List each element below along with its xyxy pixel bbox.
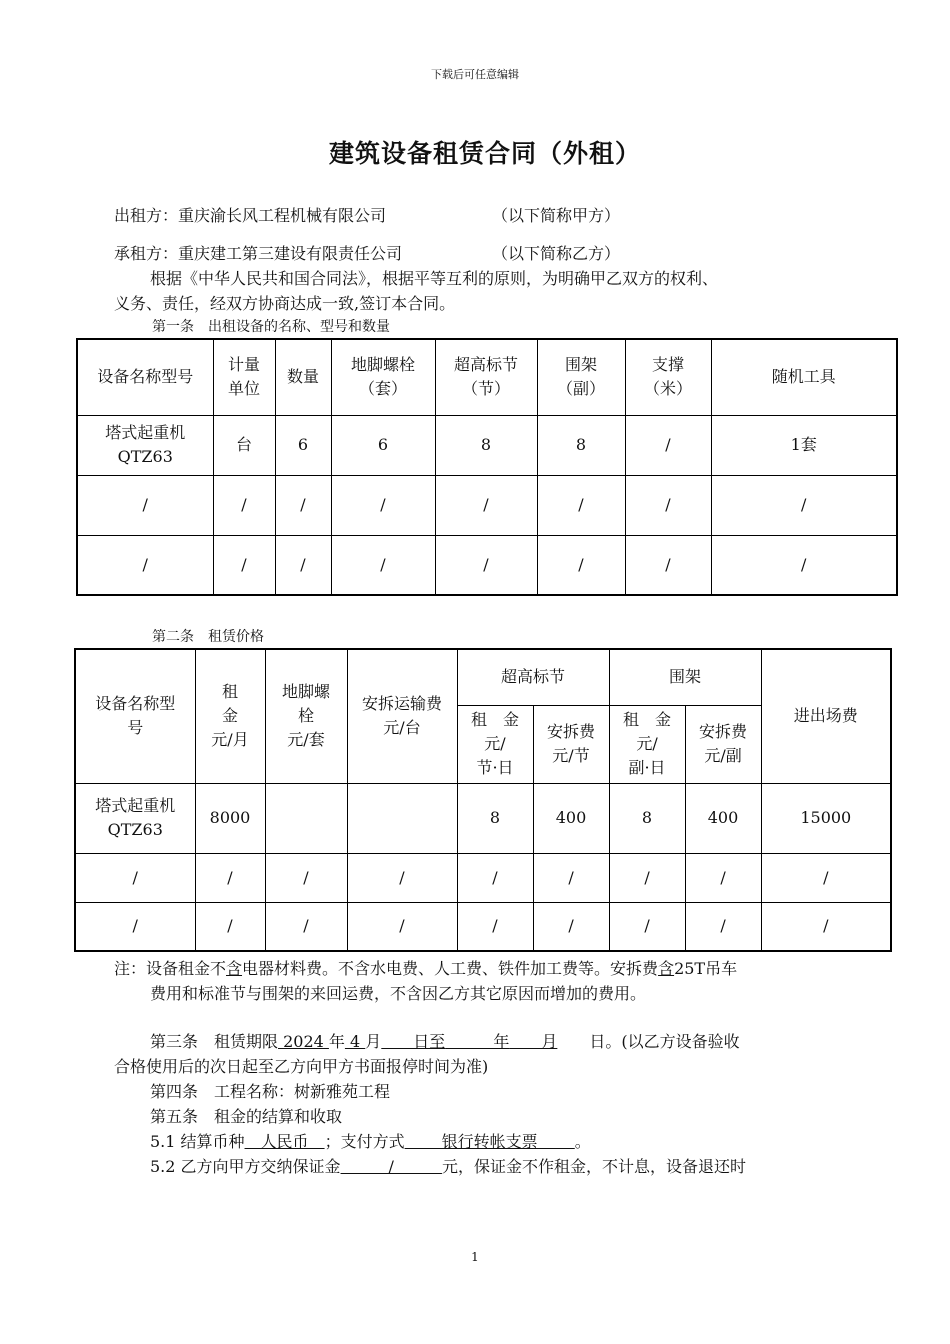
lessee-line: [114, 241, 402, 264]
table-row: [75, 902, 891, 951]
table-cell: 400: [685, 783, 761, 853]
article4: 第四条 工程名称：树新雅苑工程: [150, 1082, 391, 1101]
table-cell: 400: [533, 783, 609, 853]
table-cell: 塔式起重机 QTZ63: [77, 415, 213, 475]
header-cell: 随机工具: [711, 339, 897, 415]
header-cell: 安拆费 元/副: [685, 705, 761, 783]
header-cell: 支撑 （米）: [625, 339, 711, 415]
header-cell: 围架: [609, 649, 761, 705]
preamble-line-2: 义务、责任，经双方协商达成一致,签订本合同。: [114, 294, 456, 313]
header-cell: 租 金 元/ 副·日: [609, 705, 685, 783]
equipment-table: [76, 338, 898, 596]
header-cell: 进出场费: [761, 649, 891, 783]
header-cell: 安拆运输费 元/台: [347, 649, 457, 783]
lease-year: 2024: [278, 1032, 329, 1051]
table-cell: 8000: [195, 783, 265, 853]
clause-5-1: 5.1 结算币种 人民币 ；支付方式 银行转帐支票 。: [150, 1132, 591, 1151]
article1-heading: 第一条 出租设备的名称、型号和数量: [152, 319, 390, 335]
table-cell: /: [625, 475, 711, 535]
deposit-value: /: [340, 1157, 442, 1176]
header-note: 下载后可任意编辑: [431, 68, 519, 81]
table-cell: 8: [537, 415, 625, 475]
table-cell: /: [331, 535, 435, 595]
article5: 第五条 租金的结算和收取: [150, 1107, 343, 1126]
lessor-abbr: （以下简称甲方）: [492, 206, 621, 225]
table-cell: /: [75, 853, 195, 902]
header-cell: 地脚螺 栓 元/套: [265, 649, 347, 783]
note-line-1: 注：设备租金不含电器材料费。不含水电费、人工费、铁件加工费等。安拆费含25T吊车: [114, 959, 738, 978]
table-cell: /: [537, 475, 625, 535]
table-cell: /: [265, 902, 347, 951]
header-cell: 计量 单位: [213, 339, 275, 415]
table-cell: /: [609, 853, 685, 902]
table-cell: /: [711, 475, 897, 535]
table-cell: /: [347, 853, 457, 902]
table-row: [77, 535, 897, 595]
table-cell: /: [537, 535, 625, 595]
table-cell: /: [533, 902, 609, 951]
table-cell: 8: [457, 783, 533, 853]
header-cell: 超高标节 （节）: [435, 339, 537, 415]
table-cell: /: [275, 475, 331, 535]
underlined-text: 含: [658, 959, 675, 978]
lessee-label: 承租方：重庆建工第三建设有限责任公司: [114, 244, 403, 263]
underlined-text: 含: [226, 959, 243, 978]
table-row: [77, 475, 897, 535]
table-row: [75, 853, 891, 902]
table-cell: /: [331, 475, 435, 535]
header-cell: 租 金 元/ 节·日: [457, 705, 533, 783]
lease-month: 4: [344, 1032, 366, 1051]
table-cell: /: [213, 535, 275, 595]
article3-line-1: 第三条 租赁期限 2024 年 4 月 日至 年 月 日。(以乙方设备验收: [150, 1032, 740, 1051]
table-cell: /: [761, 902, 891, 951]
header-cell: 超高标节: [457, 649, 609, 705]
table-cell: /: [685, 902, 761, 951]
table-cell: /: [77, 535, 213, 595]
note-line-2: 费用和标准节与围架的来回运费，不含因乙方其它原因而增加的费用。: [150, 984, 647, 1003]
price-table: [74, 648, 892, 952]
article2-heading: 第二条 租赁价格: [152, 629, 264, 645]
table-cell: 8: [435, 415, 537, 475]
table-cell: /: [75, 902, 195, 951]
header-cell: 租 金 元/月: [195, 649, 265, 783]
table-cell: /: [213, 475, 275, 535]
header-cell: 围架 （副）: [537, 339, 625, 415]
table-cell: /: [625, 535, 711, 595]
table-header-row: [77, 339, 897, 415]
table-cell: /: [265, 853, 347, 902]
lessor-label: 出租方：重庆渝长风工程机械有限公司: [114, 206, 387, 225]
table-header-row: [75, 649, 891, 705]
header-cell: 设备名称型 号: [75, 649, 195, 783]
table-row: [77, 415, 897, 475]
table-cell: /: [761, 853, 891, 902]
table-cell: 6: [331, 415, 435, 475]
lessee-abbr: （以下简称乙方）: [492, 244, 621, 263]
preamble-line-1: 根据《中华人民共和国合同法》，根据平等互利的原则，为明确甲乙双方的权利、: [150, 269, 719, 288]
currency-value: 人民币: [244, 1132, 325, 1151]
table-cell: /: [457, 853, 533, 902]
table-cell: /: [347, 902, 457, 951]
article3-line-2: 合格使用后的次日起至乙方向甲方书面报停时间为准): [114, 1057, 489, 1076]
lessor-line: [114, 203, 386, 226]
header-cell: 地脚螺栓 （套）: [331, 339, 435, 415]
table-cell: /: [457, 902, 533, 951]
payment-method-value: 银行转帐支票: [404, 1132, 575, 1151]
table-cell: /: [435, 475, 537, 535]
table-cell: 塔式起重机 QTZ63: [75, 783, 195, 853]
page-number: 1: [471, 1250, 479, 1264]
table-cell: /: [195, 853, 265, 902]
header-cell: 安拆费 元/节: [533, 705, 609, 783]
table-cell: /: [275, 535, 331, 595]
table-cell: /: [609, 902, 685, 951]
page-title: 建筑设备租赁合同（外租）: [328, 139, 641, 168]
table-cell: [265, 783, 347, 853]
table-cell: /: [195, 902, 265, 951]
table-cell: /: [77, 475, 213, 535]
table-cell: 15000: [761, 783, 891, 853]
table-cell: 8: [609, 783, 685, 853]
table-cell: /: [533, 853, 609, 902]
table-row: [75, 783, 891, 853]
table-cell: 1套: [711, 415, 897, 475]
table-cell: /: [625, 415, 711, 475]
table-cell: [347, 783, 457, 853]
table-cell: 6: [275, 415, 331, 475]
table-cell: /: [685, 853, 761, 902]
table-cell: /: [435, 535, 537, 595]
header-cell: 设备名称型号: [77, 339, 213, 415]
table-cell: /: [711, 535, 897, 595]
table-cell: 台: [213, 415, 275, 475]
header-cell: 数量: [275, 339, 331, 415]
clause-5-2: 5.2 乙方向甲方交纳保证金 / 元，保证金不作租金，不计息，设备退还时: [150, 1157, 746, 1176]
